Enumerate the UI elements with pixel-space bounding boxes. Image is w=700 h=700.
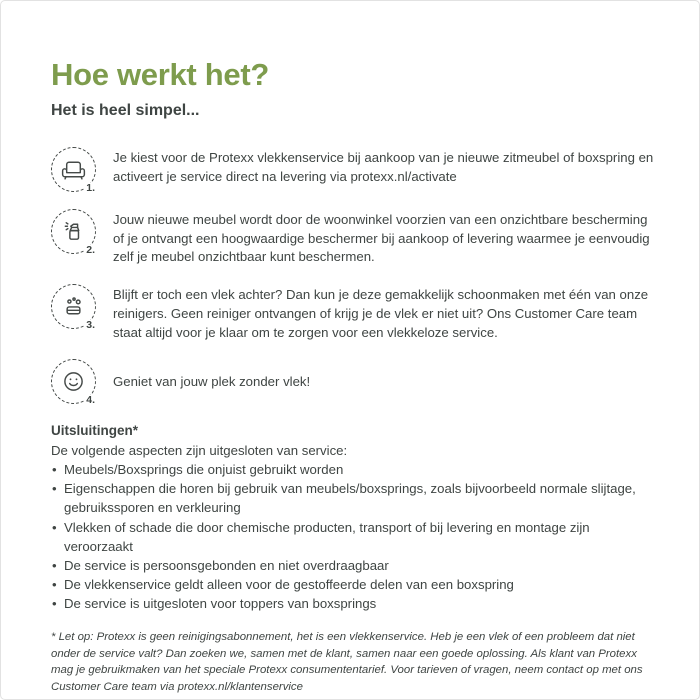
step-4 (51, 359, 655, 404)
list-item: • Meubels/Boxsprings die onjuist gebruikt worden (51, 460, 655, 479)
step-number: 2. (86, 243, 95, 256)
step-number: 4. (86, 393, 95, 406)
list-item: • De vlekkenservice geldt alleen voor de gestoffeerde delen van een boxspring (51, 575, 655, 594)
list-item: • De service is persoonsgebonden en niet overdraagbaar (51, 556, 655, 575)
step-number: 1. (86, 181, 95, 194)
cleaning-icon (51, 284, 96, 329)
exclusions-heading: Uitsluitingen* (51, 423, 138, 439)
exclusions-list (51, 460, 655, 613)
step-text: Jouw nieuwe meubel wordt door de woonwinkel voorzien van een onzichtbare bescherming of je ontvangt een hoogwaardige beschermer bij aankoop of levering waarmee je eenvoudig zelf je meubel onzichtbaar kunt beschermen. (113, 212, 650, 265)
step-text: Geniet van jouw plek zonder vlek! (113, 373, 311, 389)
exclusions-section (51, 421, 655, 613)
smiley-icon (51, 359, 96, 404)
step-text: Je kiest voor de Protexx vlekkenservice bij aankoop van je nieuwe zitmeubel of boxspring en activeert je service direct na levering via protexx.nl/activate (113, 150, 654, 184)
spray-bottle-icon (51, 209, 96, 254)
step-2 (51, 209, 655, 267)
steps-list (51, 147, 655, 404)
page-subtitle: Het is heel simpel... (51, 102, 200, 119)
list-item: • De service is uitgesloten voor toppers van boxsprings (51, 594, 655, 613)
step-3 (51, 284, 655, 342)
exclusions-intro: De volgende aspecten zijn uitgesloten van service: (51, 442, 348, 458)
step-text: Blijft er toch een vlek achter? Dan kun je deze gemakkelijk schoonmaken met één van onze reinigers. Geen reiniger ontvangen of krijg je de vlek er niet uit? Ons Customer Care team staat altijd voor je klaar om te zorgen voor een vlekkeloze service. (113, 287, 649, 340)
page-title: Hoe werkt het? (51, 57, 270, 92)
list-item: • Eigenschappen die horen bij gebruik van meubels/boxsprings, zoals bijvoorbeeld normale slijtage, gebruikssporen en verkleuring (51, 479, 655, 517)
sofa-icon (51, 147, 96, 192)
list-item: • Vlekken of schade die door chemische producten, transport of bij levering en montage zijn veroorzaakt (51, 518, 655, 556)
footnote: * Let op: Protexx is geen reinigingsabonnement, het is een vlekkenservice. Heb je een vlek of een probleem dat niet onder de service valt? Dan zoeken we, samen met de klant, samen naar een goede oplossing. Als klant van Protexx mag je gebruikmaken van het speciale Protexx consumententarief. Voor tarieven of vragen, neem contact op met ons Customer Care team via protexx.nl/klantenservice (51, 631, 643, 693)
step-1 (51, 147, 655, 192)
step-number: 3. (86, 318, 95, 331)
